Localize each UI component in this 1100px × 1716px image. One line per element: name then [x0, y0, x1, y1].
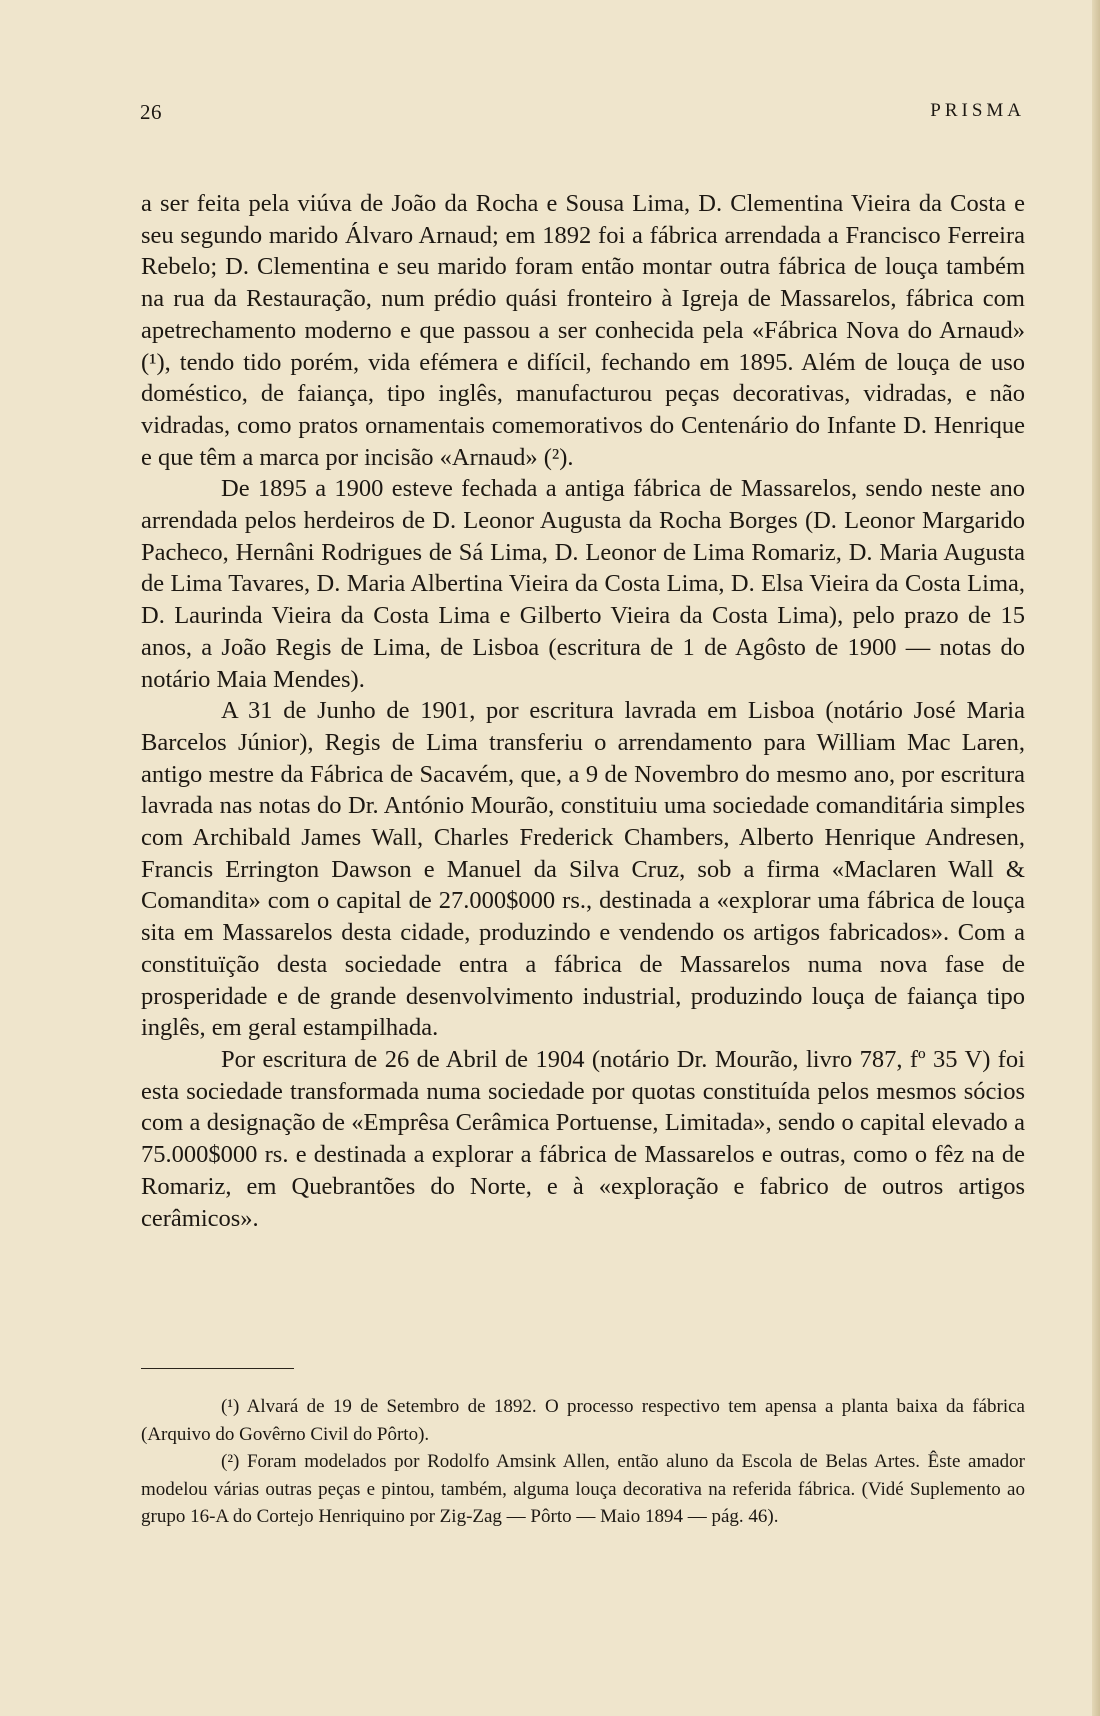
paragraph-2: De 1895 a 1900 esteve fechada a antiga fábrica de Massarelos, sendo neste ano arrendada pelos herdeiros de D. Leonor Augusta da Rocha Borges (D. Leonor Margarido Pacheco, Hernâni Rodrigues de Sá Lima, D. Leonor de Lima Romariz, D. Maria Augusta de Lima Tavares, D. Maria Albertina Vieira da Costa Lima, D. Elsa Vieira da Costa Lima, D. Laurinda Vieira da Costa Lima e Gilberto Vieira da Costa Lima), pelo prazo de 15 anos, a João Regis de Lima, de Lisboa (escritura de 1 de Agôsto de 1900 — notas do notário Maia Mendes). — [141, 475, 1025, 693]
main-text — [141, 188, 1025, 1234]
paragraph-1: a ser feita pela viúva de João da Rocha e Sousa Lima, D. Clementina Vieira da Costa e seu segundo marido Álvaro Arnaud; em 1892 foi a fábrica arrendada a Francisco Ferreira Rebelo; D. Clementina e seu marido foram então montar outra fábrica de louça também na rua da Restauração, num prédio quási fronteiro à Igreja de Massarelos, fábrica com apetrechamento moderno e que passou a ser conhecida pela «Fábrica Nova do Arnaud» (¹), tendo tido porém, vida efémera e difícil, fechando em 1895. Além de louça de uso doméstico, de faiança, tipo inglês, manufacturou peças decorativas, vidradas, e não vidradas, como pratos ornamentais comemorativos do Centenário do Infante D. Henrique e que têm a marca por incisão «Arnaud» (²). — [141, 190, 1025, 471]
footnote-2: (²) Foram modelados por Rodolfo Amsink Allen, então aluno da Escola de Belas Artes. Êste amador modelou várias outras peças e pintou, também, alguma louça decorativa na referida fábrica. (Vidé Suplemento ao grupo 16-A do Cortejo Henriquino por Zig-Zag — Pôrto — Maio 1894 — pág. 46). — [141, 1451, 1025, 1527]
page-number: 26 — [140, 100, 162, 124]
page-header — [140, 100, 1025, 130]
paragraph-4: Por escritura de 26 de Abril de 1904 (notário Dr. Mourão, livro 787, fº 35 V) foi esta sociedade transformada numa sociedade por quotas constituída pelos mesmos sócios com a designação de «Emprêsa Cerâmica Portuense, Limitada», sendo o capital elevado a 75.000$000 rs. e destinada a explorar a fábrica de Massarelos e outras, como o fêz na de Romariz, em Quebrantões do Norte, e à «exploração e fabrico de outros artigos cerâmicos». — [141, 1045, 1025, 1232]
paragraph-3: A 31 de Junho de 1901, por escritura lavrada em Lisboa (notário José Maria Barcelos Júnior), Regis de Lima transferiu o arrendamento para William Mac Laren, antigo mestre da Fábrica de Sacavém, que, a 9 de Novembro do mesmo ano, por escritura lavrada nas notas do Dr. António Mourão, constituiu uma sociedade comanditária simples com Archibald James Wall, Charles Frederick Chambers, Alberto Henrique Andresen, Francis Errington Dawson e Manuel da Silva Cruz, sob a firma «Maclaren Wall & Comandita» com o capital de 27.000$000 rs., destinada a «explorar uma fábrica de louça sita em Massarelos desta cidade, produzindo e vendendo os artigos fabricados». Com a constituïção desta sociedade entra a fábrica de Massarelos numa nova fase de prosperidade e de grande desenvolvimento industrial, produzindo louça de faiança tipo inglês, em geral estampilhada. — [141, 697, 1025, 1042]
running-title: PRISMA — [930, 100, 1025, 121]
footnotes — [141, 1393, 1025, 1531]
footnote-divider — [141, 1368, 294, 1369]
page-edge-shadow — [1092, 0, 1100, 1716]
footnote-1: (¹) Alvará de 19 de Setembro de 1892. O processo respectivo tem apensa a planta baixa da fábrica (Arquivo do Govêrno Civil do Pôrto). — [141, 1396, 1025, 1445]
